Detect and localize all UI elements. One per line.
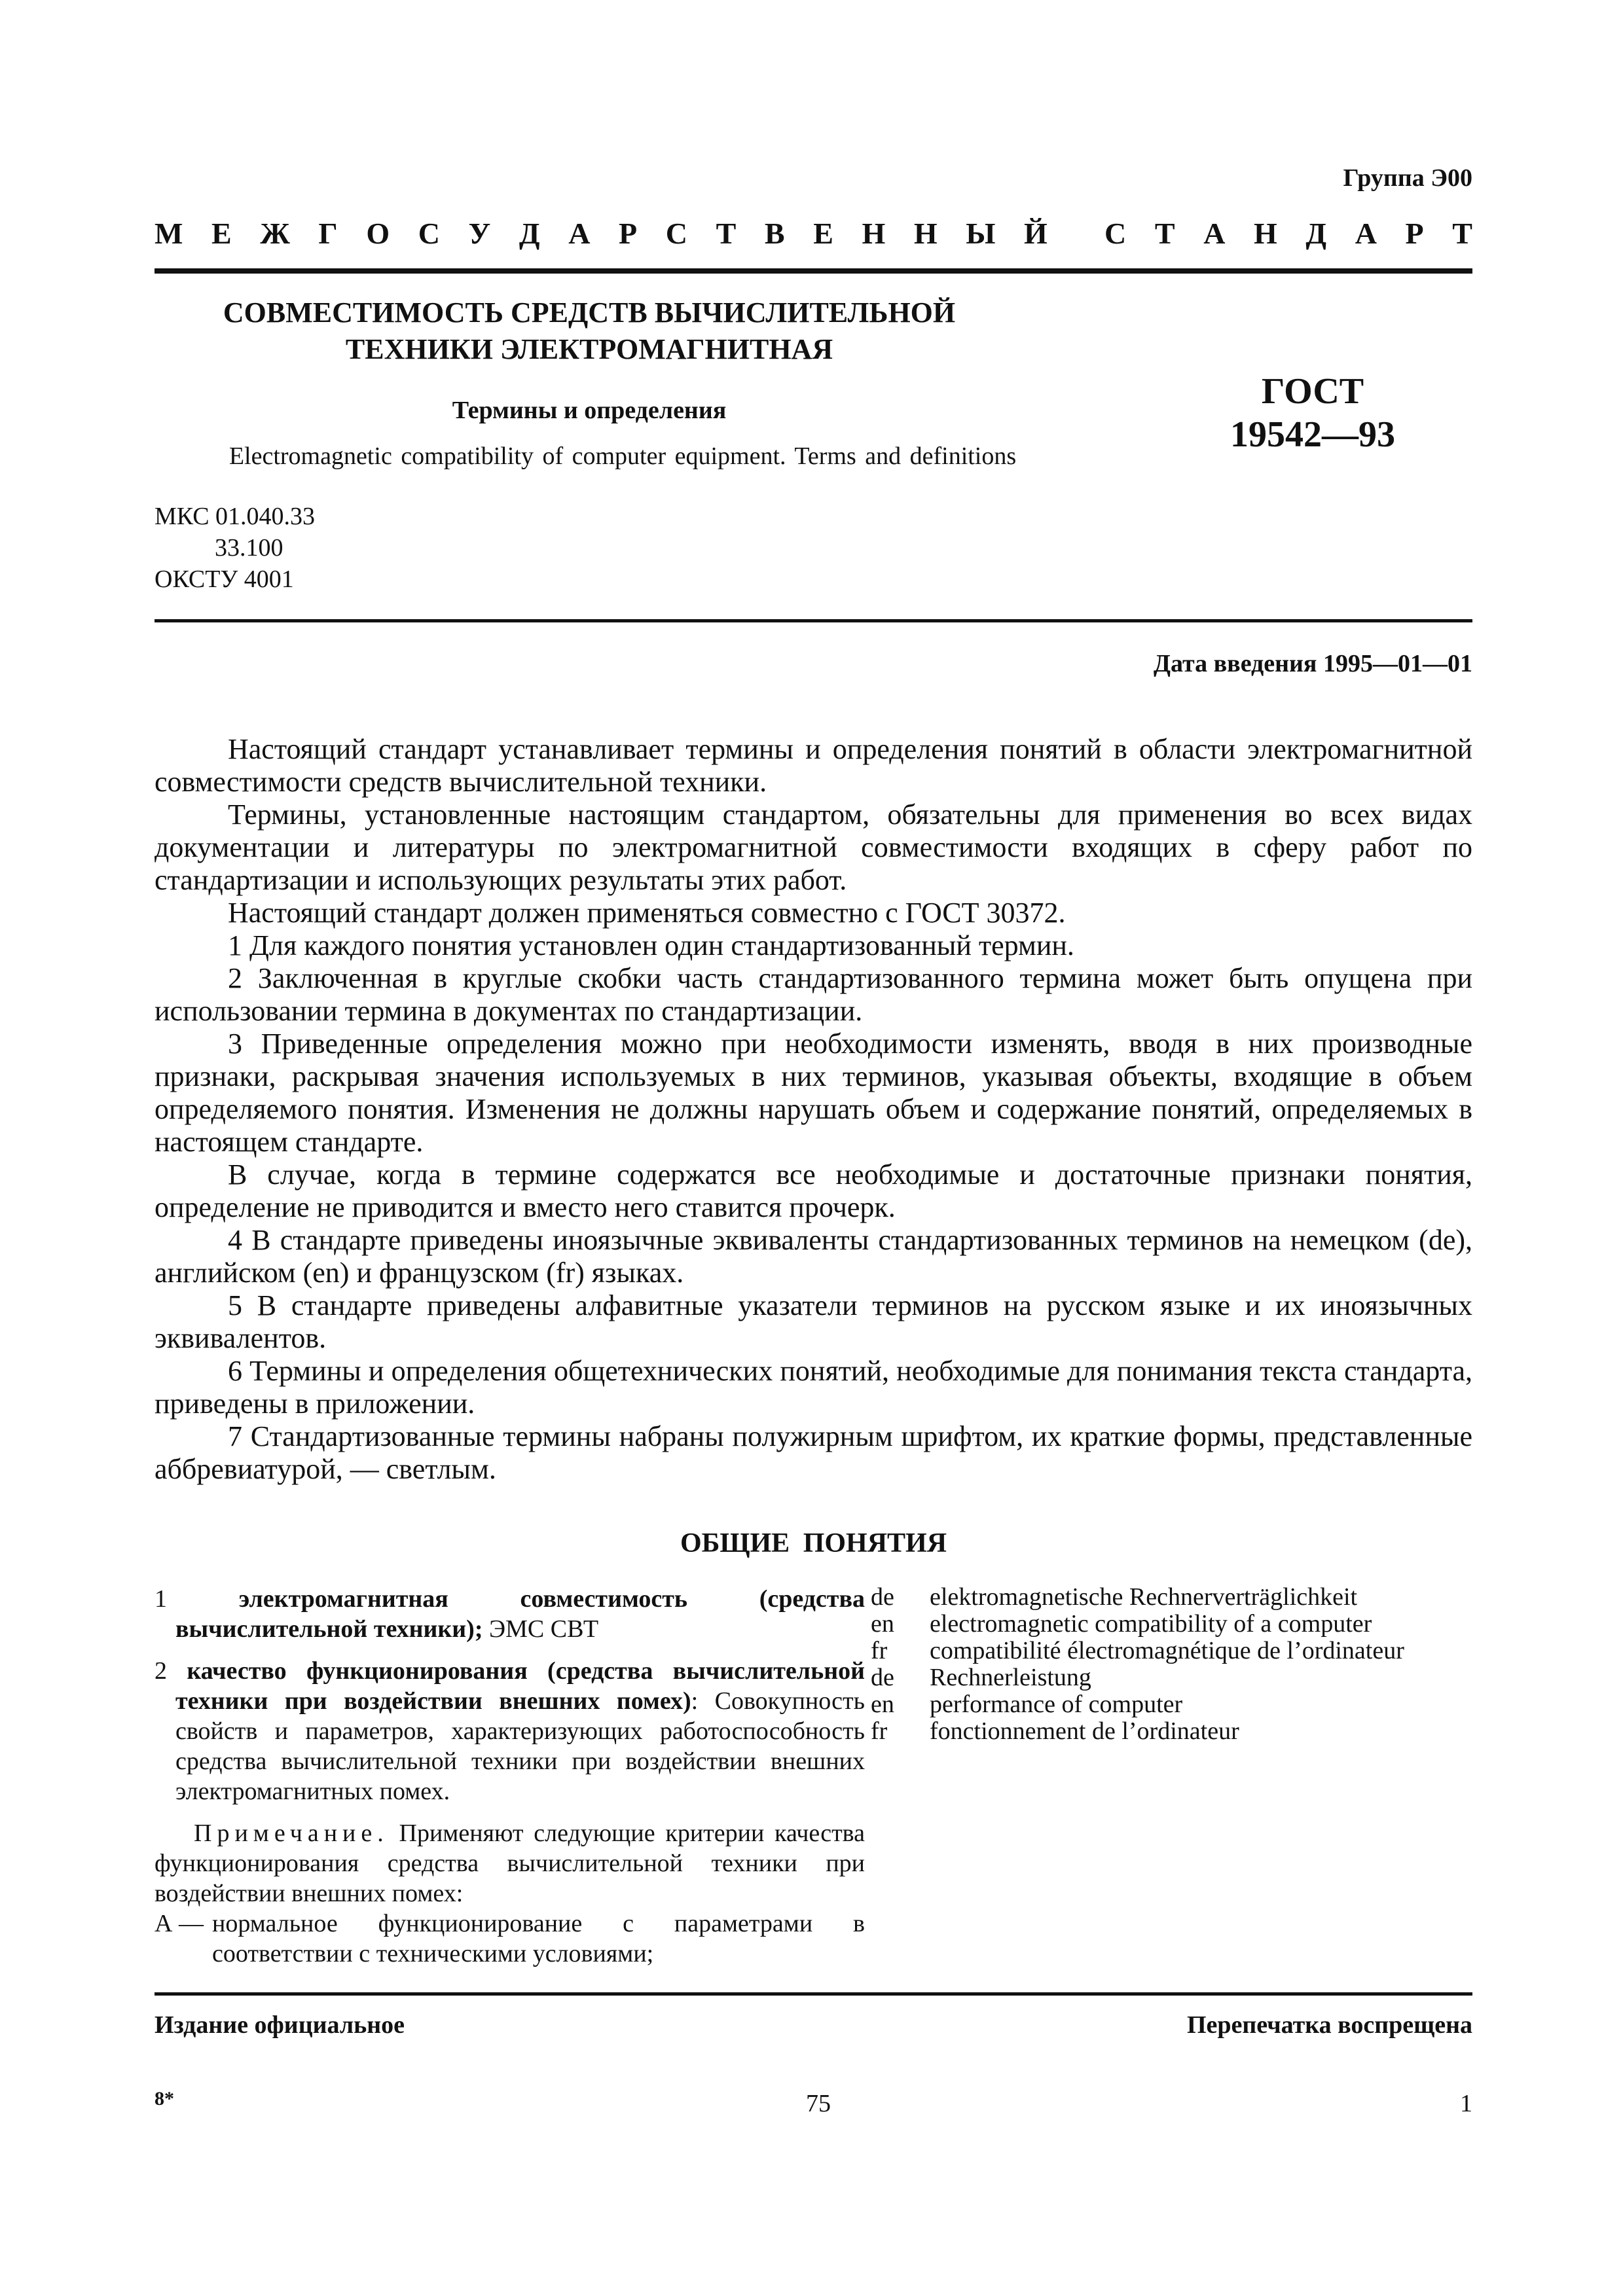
language-code: de (871, 1583, 894, 1611)
banner-letter: Й (1024, 217, 1048, 250)
group-code: Группа Э00 (1343, 164, 1472, 192)
banner-letter: Ж (260, 217, 290, 250)
term-name: электромагнитная совместимость (средства вычислительной техники); (175, 1585, 865, 1643)
banner-letter: В (764, 217, 785, 250)
term-number: 1 (155, 1585, 167, 1613)
language-codes-term-2 (871, 1664, 917, 1745)
banner-letter: Н (1254, 217, 1277, 250)
term-abbreviation: ЭМС СВТ (483, 1615, 599, 1643)
paragraph: 4 В стандарте приведены иноязычные эквиваленты стандартизованных терминов на немецком (de), английском (en) и французском (fr) языках. (155, 1224, 1472, 1289)
mks-code: МКС 01.040.33 (155, 503, 316, 530)
header-rule (155, 268, 1472, 274)
banner-letter: Т (716, 217, 737, 250)
banner-letter: С (418, 217, 440, 250)
language-code: fr (871, 1637, 888, 1664)
footer-rule (155, 1992, 1472, 1996)
banner-letter: Р (1405, 217, 1424, 250)
interstate-standard-banner (155, 216, 1472, 251)
banner-letter: Г (318, 217, 338, 250)
banner-letter: Е (813, 217, 833, 250)
effective-date: Дата введения 1995—01—01 (1153, 650, 1472, 677)
foreign-equivalent: performance of computer (930, 1691, 1183, 1718)
document-page-number: 1 (1460, 2090, 1472, 2117)
criterion-text: нормальное функционирование с параметрами в соответствии с техническими условиями; (212, 1910, 865, 1967)
term-number: 2 (155, 1657, 167, 1685)
designation-line: ГОСТ (1261, 371, 1364, 412)
paragraph: В случае, когда в термине содержатся все необходимые и достаточные признаки понятия, определение не приводится и вместо него ставится прочерк. (155, 1158, 1472, 1223)
banner-letter: А (568, 217, 591, 250)
banner-letter: А (1355, 217, 1377, 250)
criterion-item (155, 1909, 865, 1969)
paragraph: Настоящий стандарт устанавливает термины и определения понятий в области электромагнитной совместимости средств вычислительной техники. (155, 733, 1472, 798)
language-code: en (871, 1610, 894, 1638)
equivalents-term-1 (930, 1584, 1473, 1664)
designation-number: 19542—93 (1230, 414, 1395, 455)
criterion-key: А — (155, 1910, 204, 1937)
english-title: Electromagnetic compatibility of computer equipment. Terms and definitions (228, 442, 1017, 470)
banner-letter: Д (1305, 217, 1327, 250)
paragraph: 7 Стандартизованные термины набраны полужирным шрифтом, их краткие формы, представленные аббревиатурой, — светлым. (155, 1420, 1472, 1485)
reprint-prohibited-label: Перепечатка воспрещена (1186, 2011, 1472, 2039)
banner-letter: М (155, 217, 183, 250)
banner-letter: Н (862, 217, 886, 250)
sheet-mark: 8* (155, 2088, 174, 2109)
title-line: СОВМЕСТИМОСТЬ СРЕДСТВ ВЫЧИСЛИТЕЛЬНОЙ (223, 296, 956, 329)
term-name: качество функционирования (средства вычислительной техники при воздействии внешних помех) (175, 1657, 865, 1715)
title-line: ТЕХНИКИ ЭЛЕКТРОМАГНИТНАЯ (345, 333, 833, 365)
banner-letter: Р (619, 217, 638, 250)
paragraph: 5 В стандарте приведены алфавитные указатели терминов на русском языке и их иноязычных эквивалентов. (155, 1289, 1472, 1354)
official-edition-label: Издание официальное (155, 2011, 405, 2039)
paragraph: 3 Приведенные определения можно при необходимости изменять, вводя в них производные признаки, раскрывая значения используемых в них терминов, указывая объекты, входящие в объем определяемого понятия. Изменения не должны нарушать объем и содержание понятий, определяемых в настоящем стандарте. (155, 1028, 1472, 1158)
banner-letter: Ы (966, 217, 996, 250)
classification-codes (155, 501, 315, 595)
section-heading: ОБЩИЕ ПОНЯТИЯ (680, 1528, 947, 1558)
terms-list (155, 1584, 865, 1969)
foreign-equivalent: electromagnetic compatibility of a computer (930, 1610, 1372, 1638)
document-title (196, 295, 982, 368)
mks-code: 33.100 (215, 534, 283, 562)
introduction-text (155, 733, 1472, 1486)
banner-letter: А (1203, 217, 1226, 250)
banner-letter: О (366, 217, 390, 250)
paragraph: 2 Заключенная в круглые скобки часть стандартизованного термина может быть опущена при использовании термина в документах по стандартизации. (155, 962, 1472, 1027)
term-entry (155, 1656, 865, 1806)
language-code: de (871, 1664, 894, 1691)
standard-designation (1178, 370, 1447, 456)
paragraph: Термины, установленные настоящим стандартом, обязательны для применения во всех видах документации и литературы по электромагнитной совместимости входящих в сферу работ по стандартизации и использующих результаты этих работ. (155, 798, 1472, 896)
document-subtitle: Термины и определения (452, 397, 727, 424)
banner-letter: У (468, 217, 491, 250)
banner-letter: Т (1154, 217, 1175, 250)
section-rule (155, 619, 1472, 622)
note (155, 1818, 865, 1909)
language-codes-term-1 (871, 1584, 917, 1664)
note-text: Применяют следующие критерии качества функционирования средства вычислительной техники при воздействии внешних помех: (155, 1820, 865, 1907)
language-code: en (871, 1691, 894, 1718)
note-label: Примечание. (194, 1820, 389, 1847)
paragraph: 1 Для каждого понятия установлен один стандартизованный термин. (228, 929, 1074, 961)
banner-letter: Н (913, 217, 938, 250)
banner-letter: Т (1452, 217, 1472, 250)
paragraph: 6 Термины и определения общетехнических понятий, необходимые для понимания текста стандарта, приведены в приложении. (155, 1355, 1472, 1420)
okstu-code: ОКСТУ 4001 (155, 565, 294, 593)
page-number: 75 (806, 2090, 831, 2117)
term-entry (155, 1584, 865, 1644)
foreign-equivalent: compatibilité électromagnétique de l’ordinateur (930, 1637, 1404, 1664)
banner-letter: С (1104, 217, 1127, 250)
banner-letter: Е (211, 217, 232, 250)
equivalents-term-2 (930, 1664, 1473, 1745)
foreign-equivalent: elektromagnetische Rechnerverträglichkeit (930, 1583, 1358, 1611)
term-definition: : Совокупность свойств и параметров, характеризующих работоспособность средства вычислительной техники при воздействии внешних электромагнитных помех. (175, 1687, 865, 1805)
paragraph: Настоящий стандарт должен применяться совместно с ГОСТ 30372. (228, 897, 1066, 929)
foreign-equivalent: fonctionnement de l’ordinateur (930, 1717, 1239, 1745)
banner-letter: С (665, 217, 687, 250)
language-code: fr (871, 1717, 888, 1745)
banner-letter: Д (519, 217, 540, 250)
foreign-equivalent: Rechnerleistung (930, 1664, 1091, 1691)
